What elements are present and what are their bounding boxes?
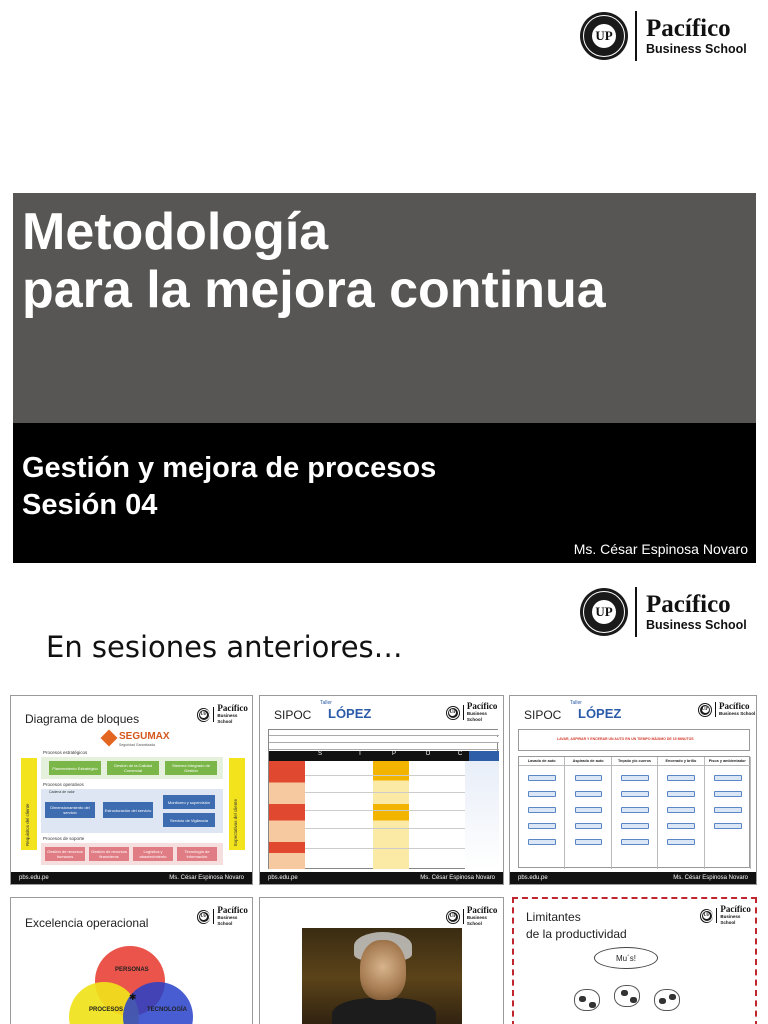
pacifico-logo-second [580,587,747,637]
thumbnail-sipoc-table[interactable] [259,695,504,885]
footer-author: Ms. César Espinosa Novaro [169,875,244,881]
thumb-footer [510,872,756,884]
thumbnail-productivity-limits[interactable] [512,897,757,1024]
flow-step-box [714,807,742,813]
flow-step-box [528,839,556,845]
pacifico-logo-small: UP Pacífico Business School [446,702,503,723]
strategic-box: Gestión de la Calidad Comercial [107,761,159,775]
sipoc-col-header: C [457,751,463,757]
cow-drawing [574,989,600,1011]
operative-box: Servicio de Vigilancia [163,813,215,827]
thumbnail-block-diagram[interactable] [10,695,253,885]
footer-url: pbs.edu.pe [268,875,298,881]
pacifico-logo-small: UP Pacífico Business School [700,905,755,926]
strategic-box: Sistema Integrado de Gestión [165,761,217,775]
logo-brand: Pacífico [646,14,731,42]
swimlane [612,757,658,869]
flow-step-box [714,823,742,829]
swimlanes [518,756,750,868]
segumax-logo-icon [101,730,118,747]
flow-step-box [575,807,603,813]
support-label: Procesos de soporte [43,836,85,841]
venn-label: PROCESOS [89,1007,124,1013]
star-icon: ✱ [129,992,137,1002]
title-line-2: de la productividad [526,927,627,941]
objective-text: LAVAR, ASPIRAR Y ENCERAR UN AUTO EN UN TIEMPO MÁXIMO DE 15 MINUTOS [557,737,694,741]
flow-step-box [714,791,742,797]
flow-step-box [575,823,603,829]
flow-step-box [714,775,742,781]
sipoc-col-header: I [359,751,361,757]
company-name: SEGUMAX [119,731,170,742]
strategic-box: Planeamiento Estratégico [49,761,101,775]
title-line-2: para la mejora continua [22,261,606,319]
pacifico-logo-small: UP Pacífico Business School [698,702,755,717]
thumb-footer [260,872,503,884]
swimlane-header: Aspirado de auto [565,757,610,766]
swimlane-header: Teçado y/o cueros [612,757,657,766]
flow-step-box [575,839,603,845]
footer-author: Ms. César Espinosa Novaro [673,875,748,881]
subtitle-line-1: Gestión y mejora de procesos [22,452,437,484]
support-box: Gestión de recursos financieros [89,847,129,861]
brand-logo: LÓPEZ [328,706,372,721]
university-seal-icon: UP [580,588,628,636]
flow-step-box [667,807,695,813]
logo-brand: Pacífico [646,590,731,618]
brand-logo: LÓPEZ [578,706,622,721]
pacifico-logo-small: UP Pacífico Business School [446,906,503,927]
thumb-title: Excelencia operacional [25,916,149,930]
thumb-title: SIPOC [524,708,562,722]
flow-step-box [667,839,695,845]
thumbnail-video[interactable] [259,897,504,1024]
swimlane [658,757,704,869]
venn-label: PERSONAS [115,967,149,973]
swimlane [705,757,751,869]
swimlane-header: Lavado de auto [519,757,564,766]
left-label: Requisitos del cliente [25,803,30,846]
support-box: Logística y abastecimiento [133,847,173,861]
thumbnail-flowchart[interactable] [509,695,757,885]
support-box: Gestión de recursos humanos [45,847,85,861]
venn-label: TECNOLOGÍA [147,1007,187,1013]
operative-box: Monitoreo y supervisión [163,795,215,809]
strategic-label: Procesos estratégicos [43,750,88,755]
operative-box: Dimensionamiento del servicio [45,802,95,818]
thumb-title: SIPOC [274,708,312,722]
author-name: Ms. César Espinosa Novaro [573,541,748,557]
flow-step-box [528,807,556,813]
footer-url: pbs.edu.pe [518,875,548,881]
speech-bubble: Mu´s! [594,947,658,969]
brand-small: Taller [320,700,332,706]
thumb-title: Diagrama de bloques [25,712,140,726]
thumb-title [526,909,627,943]
swimlane [519,757,565,869]
flow-step-box [667,823,695,829]
video-still-image [302,928,462,1024]
footer-url: pbs.edu.pe [19,875,49,881]
operative-box: Estructuración del servicio [103,802,153,818]
cow-drawing [654,989,680,1011]
value-chain-label: Cadena de valor [49,790,75,794]
operative-label: Procesos operativos [43,782,84,787]
flow-step-box [575,791,603,797]
cow-drawing [614,985,640,1007]
swimlane-header: Encerado y brillo [658,757,703,766]
pacifico-logo-small: UP Pacífico Business School [197,704,252,725]
sipoc-col-header: S [317,751,322,757]
logo-school: Business School [646,41,747,56]
support-box: Tecnología de información [177,847,217,861]
company-tagline: Seguridad Garantizada [119,743,155,747]
flow-step-box [528,775,556,781]
section-heading: En sesiones anteriores… [46,630,403,664]
flow-step-box [667,791,695,797]
right-label: Expectativas del cliente [233,798,238,846]
header-table [518,729,750,751]
pacifico-logo-top [580,11,747,61]
flow-step-box [621,839,649,845]
flow-step-box [528,823,556,829]
footer-author: Ms. César Espinosa Novaro [420,875,495,881]
title-line-1: Limitantes [526,910,581,924]
subtitle-line-2: Sesión 04 [22,489,158,521]
flow-step-box [621,807,649,813]
flow-step-box [667,775,695,781]
logo-school: Business School [646,617,747,632]
pacifico-logo-small: UP Pacífico Business School [197,906,252,927]
sipoc-col-header: O [425,751,431,757]
university-seal-icon: UP [580,12,628,60]
flow-step-box [528,791,556,797]
sipoc-grid [268,729,498,869]
slide-subtitle [22,450,436,524]
slide-title [22,203,752,319]
flow-step-box [575,775,603,781]
title-line-1: Metodología [22,203,329,261]
thumbnail-operational-excellence[interactable] [10,897,253,1024]
flow-step-box [621,823,649,829]
flow-step-box [621,791,649,797]
swimlane-header: Pisos y ambientador [705,757,750,766]
thumb-footer [11,872,252,884]
sipoc-col-header: P [391,751,396,757]
swimlane [565,757,611,869]
flow-step-box [621,775,649,781]
brand-small: Taller [570,700,582,706]
